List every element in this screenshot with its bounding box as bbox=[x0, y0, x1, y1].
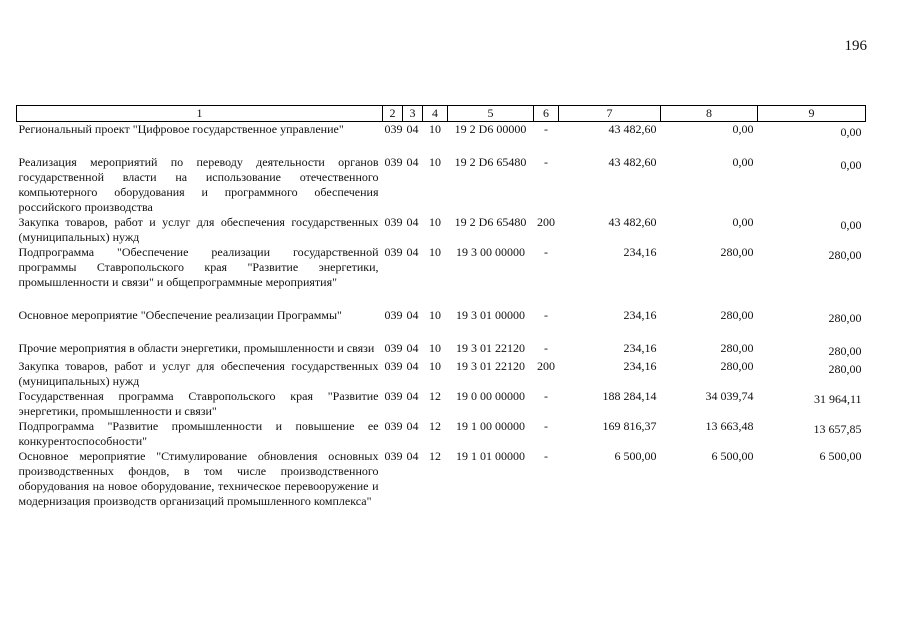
row-amount-col7: 6 500,00 bbox=[614, 449, 657, 463]
row-subsection-code: 10 bbox=[429, 308, 441, 322]
row-expense-type: - bbox=[544, 389, 548, 403]
row-amount-col9: 280,00 bbox=[828, 344, 862, 358]
row-amount-col7: 234,16 bbox=[623, 308, 657, 322]
row-target-code: 19 2 D6 65480 bbox=[454, 215, 527, 229]
row-amount-col9: 31 964,11 bbox=[813, 392, 862, 406]
row-amount-col9: 0,00 bbox=[840, 158, 862, 172]
table-row bbox=[17, 419, 866, 449]
row-expense-type: - bbox=[544, 449, 548, 463]
row-amount-col7: 43 482,60 bbox=[608, 215, 657, 229]
row-name: Подпрограмма "Развитие промышленности и повышение ее конкурентоспособности" bbox=[18, 419, 379, 448]
row-amount-col9: 0,00 bbox=[840, 218, 862, 232]
row-expense-type: - bbox=[544, 419, 548, 433]
row-amount-col7: 188 284,14 bbox=[602, 389, 657, 403]
row-amount-col8: 280,00 bbox=[720, 359, 754, 373]
table-row bbox=[17, 155, 866, 215]
row-amount-col8: 13 663,48 bbox=[705, 419, 754, 433]
table-row bbox=[17, 341, 866, 359]
row-amount-col7: 234,16 bbox=[623, 341, 657, 355]
row-name: Закупка товаров, работ и услуг для обеспечения государственных (муниципальных) нужд bbox=[18, 215, 379, 244]
row-expense-type: - bbox=[544, 308, 548, 322]
column-header: 9 bbox=[758, 106, 866, 122]
row-ministry-code: 039 bbox=[384, 215, 403, 229]
row-ministry-code: 039 bbox=[384, 449, 403, 463]
row-ministry-code: 039 bbox=[384, 122, 403, 136]
row-ministry-code: 039 bbox=[384, 308, 403, 322]
row-section-code: 04 bbox=[406, 155, 419, 169]
row-subsection-code: 10 bbox=[429, 359, 441, 373]
table-row bbox=[17, 245, 866, 308]
row-amount-col9: 13 657,85 bbox=[813, 422, 862, 436]
table-row bbox=[17, 449, 866, 509]
budget-table bbox=[16, 105, 866, 509]
table-row bbox=[17, 308, 866, 341]
row-subsection-code: 10 bbox=[429, 122, 441, 136]
row-section-code: 04 bbox=[406, 215, 419, 229]
row-name: Основное мероприятие "Стимулирование обновления основных производственных фондов, в том числе производственного оборудования на новое оборудование, техническое перевооружение и модернизация производств организаций промышленного комплекса" bbox=[18, 449, 379, 508]
column-header: 2 bbox=[383, 106, 403, 122]
row-section-code: 04 bbox=[406, 449, 419, 463]
row-ministry-code: 039 bbox=[384, 245, 403, 259]
column-header: 3 bbox=[403, 106, 423, 122]
row-subsection-code: 10 bbox=[429, 341, 441, 355]
row-subsection-code: 12 bbox=[429, 419, 441, 433]
row-ministry-code: 039 bbox=[384, 419, 403, 433]
row-amount-col8: 6 500,00 bbox=[711, 449, 754, 463]
row-ministry-code: 039 bbox=[384, 359, 403, 373]
row-expense-type: - bbox=[544, 341, 548, 355]
row-amount-col7: 43 482,60 bbox=[608, 122, 657, 136]
row-amount-col9: 280,00 bbox=[828, 311, 862, 325]
row-section-code: 04 bbox=[406, 359, 419, 373]
row-name: Прочие мероприятия в области энергетики, промышленности и связи bbox=[18, 341, 375, 355]
column-header: 7 bbox=[559, 106, 661, 122]
row-amount-col8: 34 039,74 bbox=[705, 389, 754, 403]
row-amount-col9: 0,00 bbox=[840, 125, 862, 139]
column-header: 4 bbox=[423, 106, 448, 122]
page-number: 196 bbox=[844, 38, 867, 54]
row-subsection-code: 10 bbox=[429, 155, 441, 169]
row-amount-col8: 0,00 bbox=[732, 155, 754, 169]
row-subsection-code: 10 bbox=[429, 245, 441, 259]
row-amount-col7: 43 482,60 bbox=[608, 155, 657, 169]
column-header: 8 bbox=[661, 106, 758, 122]
row-target-code: 19 0 00 00000 bbox=[456, 389, 525, 403]
row-name: Подпрограмма "Обеспечение реализации государственной программы Ставропольского края "Развитие энергетики, промышленности и связи" и общепрограммные мероприятия" bbox=[18, 245, 379, 289]
row-name: Государственная программа Ставропольского края "Развитие энергетики, промышленности и связи" bbox=[18, 389, 379, 418]
row-ministry-code: 039 bbox=[384, 341, 403, 355]
table-row bbox=[17, 389, 866, 419]
row-subsection-code: 12 bbox=[429, 389, 441, 403]
row-expense-type: 200 bbox=[537, 359, 555, 373]
row-subsection-code: 10 bbox=[429, 215, 441, 229]
row-expense-type: - bbox=[544, 122, 548, 136]
table-row bbox=[17, 359, 866, 389]
row-expense-type: - bbox=[544, 155, 548, 169]
row-section-code: 04 bbox=[406, 122, 419, 136]
row-name: Реализация мероприятий по переводу деятельности органов государственной власти на использование отечественного компьютерного оборудования и программного обеспечения российского производства bbox=[18, 155, 379, 214]
row-target-code: 19 3 01 00000 bbox=[456, 308, 525, 322]
row-amount-col8: 0,00 bbox=[732, 122, 754, 136]
row-amount-col7: 169 816,37 bbox=[602, 419, 657, 433]
header-row bbox=[17, 106, 866, 122]
column-header: 1 bbox=[17, 106, 383, 122]
row-subsection-code: 12 bbox=[429, 449, 441, 463]
column-header: 5 bbox=[448, 106, 534, 122]
row-target-code: 19 1 00 00000 bbox=[456, 419, 525, 433]
row-target-code: 19 3 01 22120 bbox=[456, 341, 525, 355]
table-row bbox=[17, 122, 866, 156]
table-row bbox=[17, 215, 866, 245]
row-ministry-code: 039 bbox=[384, 155, 403, 169]
row-ministry-code: 039 bbox=[384, 389, 403, 403]
row-section-code: 04 bbox=[406, 341, 419, 355]
row-name: Основное мероприятие "Обеспечение реализации Программы" bbox=[18, 308, 342, 322]
row-target-code: 19 1 01 00000 bbox=[456, 449, 525, 463]
column-header: 6 bbox=[534, 106, 559, 122]
row-expense-type: - bbox=[544, 245, 548, 259]
row-target-code: 19 2 D6 65480 bbox=[454, 155, 527, 169]
row-amount-col8: 280,00 bbox=[720, 341, 754, 355]
row-amount-col9: 280,00 bbox=[828, 248, 862, 262]
row-section-code: 04 bbox=[406, 419, 419, 433]
row-amount-col7: 234,16 bbox=[623, 245, 657, 259]
row-expense-type: 200 bbox=[537, 215, 555, 229]
row-section-code: 04 bbox=[406, 389, 419, 403]
row-target-code: 19 3 01 22120 bbox=[456, 359, 525, 373]
row-target-code: 19 2 D6 00000 bbox=[454, 122, 527, 136]
row-section-code: 04 bbox=[406, 308, 419, 322]
row-amount-col8: 0,00 bbox=[732, 215, 754, 229]
row-target-code: 19 3 00 00000 bbox=[456, 245, 525, 259]
row-amount-col8: 280,00 bbox=[720, 245, 754, 259]
row-section-code: 04 bbox=[406, 245, 419, 259]
row-amount-col9: 280,00 bbox=[828, 362, 862, 376]
row-amount-col7: 234,16 bbox=[623, 359, 657, 373]
row-amount-col9: 6 500,00 bbox=[819, 449, 862, 463]
row-name: Закупка товаров, работ и услуг для обеспечения государственных (муниципальных) нужд bbox=[18, 359, 379, 388]
row-amount-col8: 280,00 bbox=[720, 308, 754, 322]
row-name: Региональный проект "Цифровое государственное управление" bbox=[18, 122, 344, 136]
